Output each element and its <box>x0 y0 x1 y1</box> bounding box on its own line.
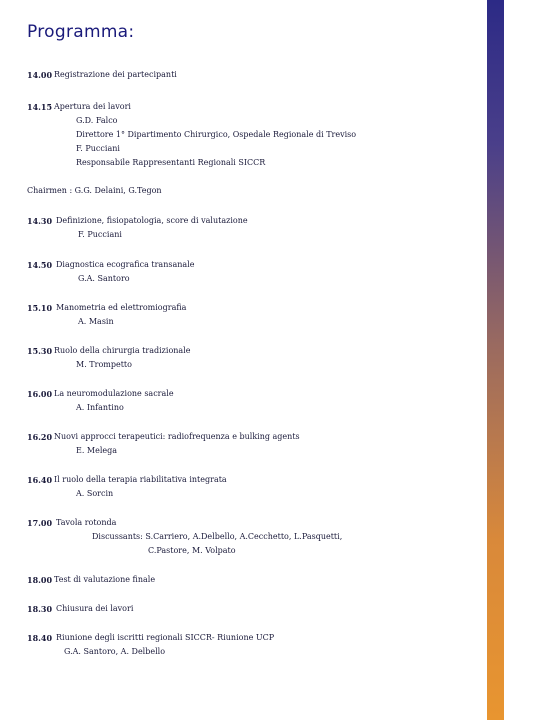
time-label: 14.30 <box>27 216 53 226</box>
time-label: 16.20 <box>27 432 53 442</box>
time-label: 14.00 <box>27 70 53 80</box>
session-title: Definizione, fisiopatologia, score di valutazione <box>56 216 248 225</box>
session-title: Riunione degli iscritti regionali SICCR- Riunione UCP <box>56 633 275 642</box>
speaker-role: Direttore 1° Dipartimento Chirurgico, Ospedale Regionale di Treviso <box>76 130 357 139</box>
speaker: M. Trompetto <box>76 360 132 369</box>
session-title: Registrazione dei partecipanti <box>54 70 177 79</box>
time-label: 16.00 <box>27 389 53 399</box>
chairmen: Chairmen : G.G. Delaini, G.Tegon <box>27 186 162 195</box>
time-label: 16.40 <box>27 475 53 485</box>
decorative-sidebar <box>487 0 504 720</box>
time-label: 15.30 <box>27 346 53 356</box>
session-title: Tavola rotonda <box>56 518 117 527</box>
speaker: G.A. Santoro, A. Delbello <box>64 647 166 656</box>
session-title: La neuromodulazione sacrale <box>54 389 174 398</box>
time-label: 18.40 <box>27 633 53 643</box>
time-label: 15.10 <box>27 303 53 313</box>
session-title: Nuovi approcci terapeutici: radiofrequenza e bulking agents <box>54 432 300 441</box>
speaker: F. Pucciani <box>78 230 122 239</box>
speaker: A. Masin <box>78 317 114 326</box>
session-title: Manometria ed elettromiografia <box>56 303 187 312</box>
time-label: 14.50 <box>27 260 53 270</box>
session-title: Ruolo della chirurgia tradizionale <box>54 346 191 355</box>
time-label: 14.15 <box>27 102 53 112</box>
speaker: A. Infantino <box>76 403 124 412</box>
speaker: G.A. Santoro <box>78 274 130 283</box>
page-title: Programma: <box>27 22 135 42</box>
speaker: A. Sorcin <box>76 489 114 498</box>
session-title: Chiusura dei lavori <box>56 604 134 613</box>
speaker: F. Pucciani <box>76 144 120 153</box>
discussants: C.Pastore, M. Volpato <box>148 546 236 555</box>
discussants: Discussants: S.Carriero, A.Delbello, A.Cecchetto, L.Pasquetti, <box>92 532 343 541</box>
session-title: Il ruolo della terapia riabilitativa integrata <box>54 475 227 484</box>
time-label: 18.00 <box>27 575 53 585</box>
speaker-role: Responsabile Rappresentanti Regionali SICCR <box>76 158 266 167</box>
session-title: Diagnostica ecografica transanale <box>56 260 195 269</box>
time-label: 17.00 <box>27 518 53 528</box>
speaker: G.D. Falco <box>76 116 118 125</box>
speaker: E. Melega <box>76 446 118 455</box>
time-label: 18.30 <box>27 604 53 614</box>
session-title: Test di valutazione finale <box>54 575 156 584</box>
session-title: Apertura dei lavori <box>54 102 131 111</box>
